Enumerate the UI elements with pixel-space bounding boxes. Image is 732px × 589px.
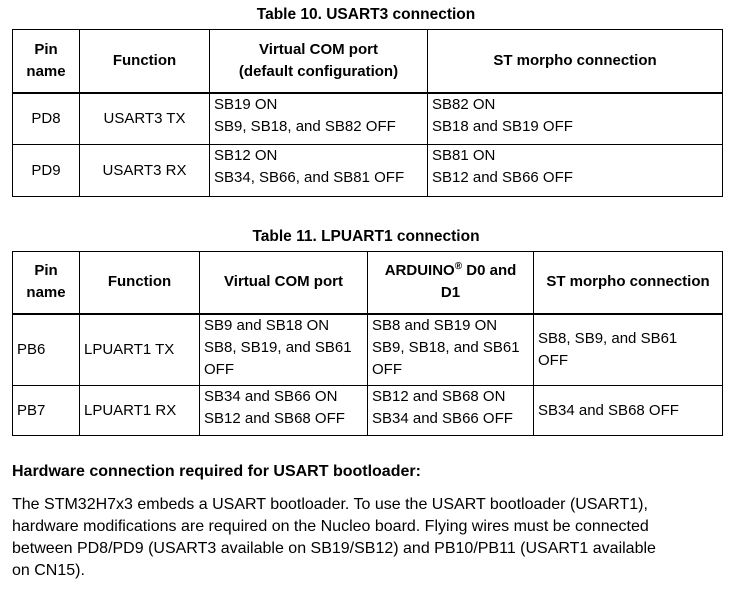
function-cell: USART3 TX (80, 93, 210, 145)
header-virtual-com-port: Virtual COM port (default configuration) (210, 30, 428, 93)
pin-cell: PD8 (13, 93, 80, 145)
function-cell: LPUART1 TX (80, 314, 200, 386)
table-row (13, 145, 723, 197)
morpho-cell: SB8, SB9, and SB61 OFF (534, 314, 723, 386)
function-cell: LPUART1 RX (80, 386, 200, 436)
table11-caption: Table 11. LPUART1 connection (252, 228, 480, 245)
vcp-cell: SB9 and SB18 ON SB8, SB19, and SB61 OFF (200, 314, 368, 386)
arduino-cell: SB12 and SB68 ON SB34 and SB66 OFF (368, 386, 534, 436)
table10-caption: Table 10. USART3 connection (256, 6, 476, 23)
table10 (12, 29, 723, 197)
table-row (13, 93, 723, 145)
function-cell: USART3 RX (80, 145, 210, 197)
header-function: Function (80, 252, 200, 314)
morpho-cell: SB81 ON SB12 and SB66 OFF (428, 145, 723, 197)
header-st-morpho: ST morpho connection (534, 252, 723, 314)
paragraph-line: The STM32H7x3 embeds a USART bootloader. To use the USART bootloader (USART1), (12, 496, 648, 513)
vcp-cell: SB12 ON SB34, SB66, and SB81 OFF (210, 145, 428, 197)
section-paragraph (12, 494, 724, 582)
table-row (13, 386, 723, 436)
header-pin-name: Pin name (13, 252, 80, 314)
pin-cell: PB6 (13, 314, 80, 386)
morpho-cell: SB34 and SB68 OFF (534, 386, 723, 436)
paragraph-line: hardware modifications are required on the Nucleo board. Flying wires must be connected (12, 518, 649, 535)
vcp-cell: SB34 and SB66 ON SB12 and SB68 OFF (200, 386, 368, 436)
table11 (12, 251, 723, 436)
header-function: Function (80, 30, 210, 93)
paragraph-line: between PD8/PD9 (USART3 available on SB19/SB12) and PB10/PB11 (USART1 available (12, 540, 656, 557)
arduino-cell: SB8 and SB19 ON SB9, SB18, and SB61 OFF (368, 314, 534, 386)
vcp-cell: SB19 ON SB9, SB18, and SB82 OFF (210, 93, 428, 145)
header-virtual-com-port: Virtual COM port (200, 252, 368, 314)
table-row (13, 314, 723, 386)
header-arduino: ARDUINO® D0 and D1 (368, 252, 534, 314)
header-st-morpho: ST morpho connection (428, 30, 723, 93)
pin-cell: PD9 (13, 145, 80, 197)
section-heading: Hardware connection required for USART bootloader: (12, 463, 421, 480)
header-pin-name: Pin name (13, 30, 80, 93)
morpho-cell: SB82 ON SB18 and SB19 OFF (428, 93, 723, 145)
paragraph-line: on CN15). (12, 562, 85, 579)
pin-cell: PB7 (13, 386, 80, 436)
